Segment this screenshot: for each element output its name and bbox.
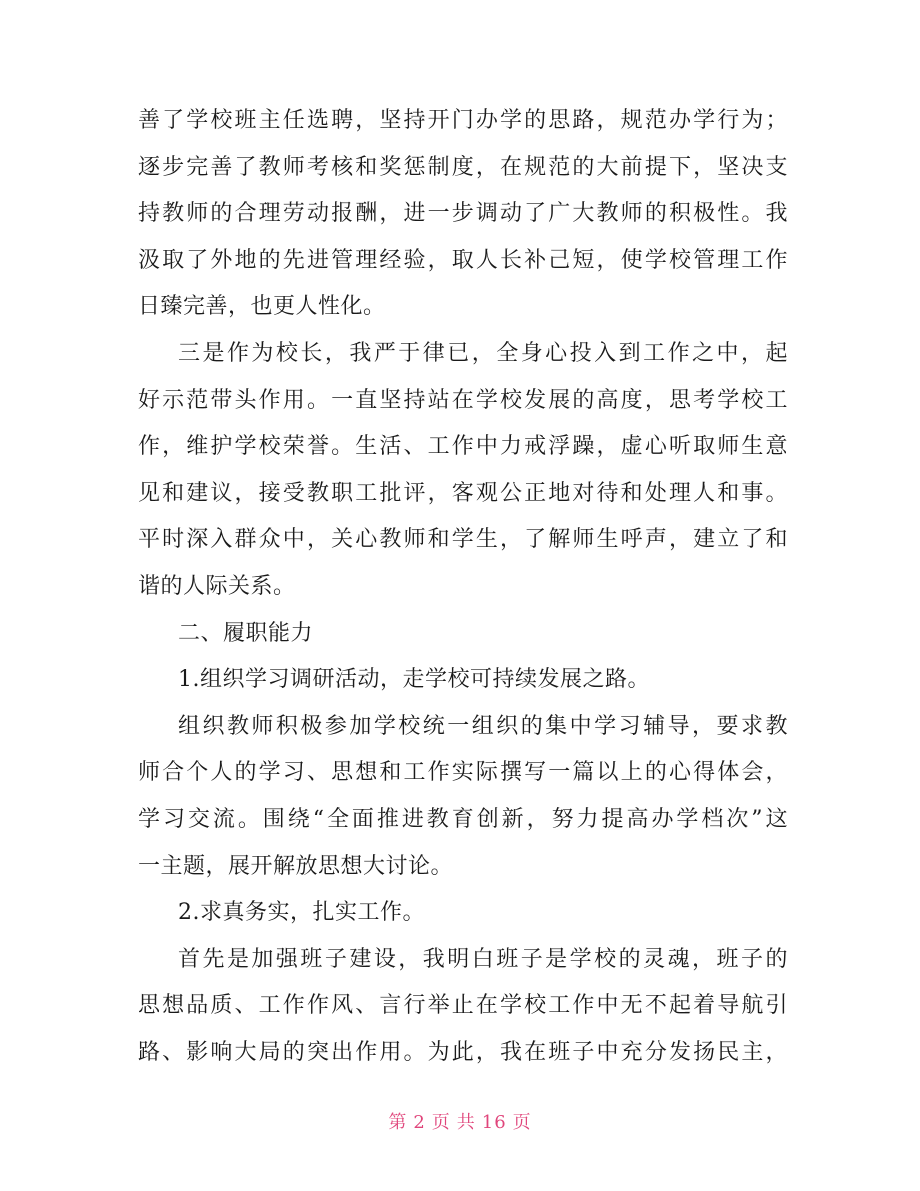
footer-total-word: 共 [456, 1112, 476, 1133]
page-footer [0, 1108, 920, 1134]
body-text [138, 98, 788, 1076]
text-line: 逐步完善了教师考核和奖惩制度，在规范的大前提下，坚决支 [138, 154, 788, 180]
text-line: 日臻完善，也更人性化。 [138, 294, 386, 320]
text-line: 好示范带头作用。一直坚持站在学校发展的高度，思考学校工 [138, 387, 788, 413]
text-line: 首先是加强班子建设，我明白班子是学校的灵魂，班子的 [178, 946, 788, 972]
footer-prefix: 第 [388, 1112, 408, 1133]
text-line: 见和建议，接受教职工批评，客观公正地对待和处理人和事。 [138, 480, 788, 506]
text-line: 组织教师积极参加学校统一组织的集中学习辅导，要求教 [178, 713, 788, 739]
text-line: 二、履职能力 [178, 620, 314, 646]
text-line: 持教师的合理劳动报酬，进一步调动了广大教师的积极性。我 [138, 201, 788, 227]
text-line: 谐的人际关系。 [138, 573, 296, 599]
text-line: 三是作为校长，我严于律已，全身心投入到工作之中，起 [178, 340, 788, 366]
text-line: 汲取了外地的先进管理经验，取人长补己短，使学校管理工作 [138, 247, 788, 273]
text-line: 2.求真务实，扎实工作。 [178, 900, 425, 926]
footer-current-page: 2 [413, 1112, 426, 1133]
text-line: 师合个人的学习、思想和工作实际撰写一篇以上的心得体会， [138, 760, 788, 786]
text-line: 平时深入群众中，关心教师和学生，了解师生呼声，建立了和 [138, 527, 788, 553]
text-line: 思想品质、工作作风、言行举止在学校工作中无不起着导航引 [138, 993, 788, 1019]
text-line: 1.组织学习调研活动，走学校可持续发展之路。 [178, 667, 650, 693]
footer-total-pages: 16 [481, 1112, 507, 1133]
text-line: 善了学校班主任选聘，坚持开门办学的思路，规范办学行为； [138, 108, 788, 133]
text-line: 一主题，展开解放思想大讨论。 [138, 853, 454, 879]
footer-page-word: 页 [431, 1112, 451, 1133]
text-line: 学习交流。围绕“全面推进教育创新，努力提高办学档次”这 [138, 806, 788, 832]
text-line: 作，维护学校荣誉。生活、工作中力戒浮躁，虚心听取师生意 [138, 434, 788, 460]
text-line: 路、影响大局的突出作用。为此，我在班子中充分发扬民主， [138, 1039, 788, 1065]
footer-suffix: 页 [512, 1112, 532, 1133]
